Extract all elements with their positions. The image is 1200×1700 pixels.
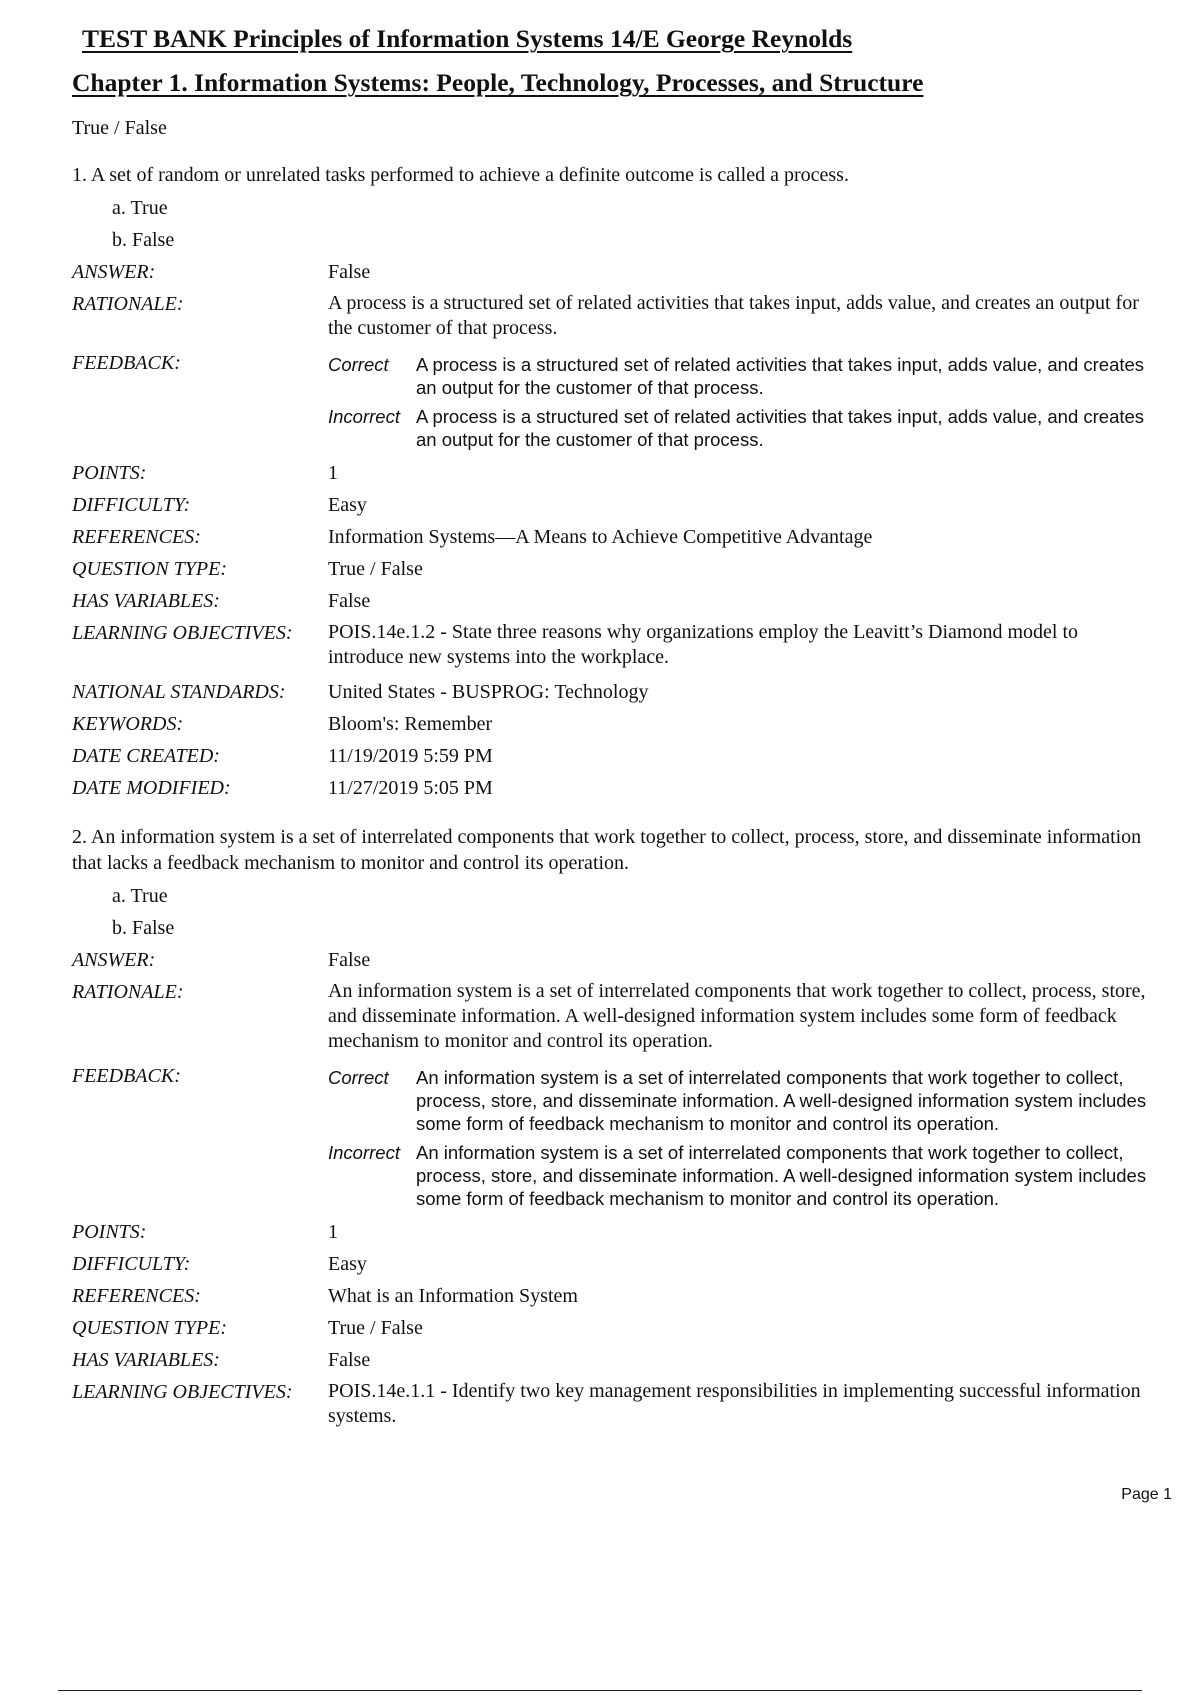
points-row [72,1216,1157,1248]
question-type-value: True / False [328,1317,423,1339]
national-standards-row [72,676,1157,708]
difficulty-label: DIFFICULTY: [72,1253,191,1275]
feedback-label: FEEDBACK: [72,352,181,374]
rationale-row [72,288,1157,347]
references-value: What is an Information System [328,1285,578,1307]
option-a: a. True [112,197,168,219]
difficulty-label: DIFFICULTY: [72,494,191,516]
date-created-row [72,740,1157,772]
question-type-label: QUESTION TYPE: [72,1317,228,1339]
difficulty-value: Easy [328,494,367,516]
learning-objectives-label: LEARNING OBJECTIVES: [72,1381,293,1403]
answer-value: False [328,261,371,283]
feedback-incorrect-tag: Incorrect [328,406,400,427]
learning-objectives-label: LEARNING OBJECTIVES: [72,622,293,644]
learning-objectives-value: POIS.14e.1.1 - Identify two key management responsibilities in implementing successful information systems. [328,1380,1141,1427]
has-variables-label: HAS VARIABLES: [72,1349,220,1371]
points-value: 1 [328,462,338,484]
has-variables-label: HAS VARIABLES: [72,590,220,612]
references-row [72,521,1157,553]
answer-options [112,880,1157,944]
question-metadata [72,944,1157,1435]
rationale-row [72,976,1157,1060]
keywords-value: Bloom's: Remember [328,713,493,735]
question-type-row [72,1312,1157,1344]
date-modified-label: DATE MODIFIED: [72,777,231,799]
date-created-value: 11/19/2019 5:59 PM [328,745,493,767]
difficulty-row [72,489,1157,521]
learning-objectives-row [72,1376,1157,1435]
answer-label: ANSWER: [72,261,156,283]
keywords-label: KEYWORDS: [72,713,184,735]
has-variables-row [72,1344,1157,1376]
points-value: 1 [328,1221,338,1243]
date-created-label: DATE CREATED: [72,745,220,767]
feedback-incorrect-tag: Incorrect [328,1142,400,1163]
keywords-row [72,708,1157,740]
question-metadata [72,256,1157,804]
answer-options [112,192,1157,256]
rationale-label: RATIONALE: [72,981,184,1003]
option-b: b. False [112,917,175,939]
difficulty-value: Easy [328,1253,367,1275]
date-modified-row [72,772,1157,804]
has-variables-value: False [328,1349,371,1371]
has-variables-value: False [328,590,371,612]
feedback-correct [328,353,1157,399]
feedback-incorrect-text: A process is a structured set of related activities that takes input, adds value, and creates an output for the customer of that process. [416,406,1145,450]
points-row [72,457,1157,489]
answer-value: False [328,949,371,971]
learning-objectives-row [72,617,1157,676]
document-title: TEST BANK Principles of Information Systems 14/E George Reynolds [82,24,853,53]
feedback-incorrect [328,1141,1157,1210]
question-text: 2. An information system is a set of interrelated components that work together to collect, process, store, and disseminate information that lacks a feedback mechanism to monitor and control its operation. [72,826,1142,874]
question-1 [72,162,1157,804]
page-number: Page 1 [1121,1486,1172,1503]
document-page [72,20,1157,1435]
rationale-value: A process is a structured set of related activities that takes input, adds value, and creates an output for the customer of that process. [328,292,1139,339]
question-type-label: QUESTION TYPE: [72,558,228,580]
question-type-value: True / False [328,558,423,580]
points-label: POINTS: [72,1221,147,1243]
question-type-row [72,553,1157,585]
chapter-title: Chapter 1. Information Systems: People, Technology, Processes, and Structure [72,68,924,97]
rationale-value: An information system is a set of interrelated components that work together to collect, process, store, and disseminate information. A well-designed information system includes some form of feedback mechanism to monitor and control its operation. [328,980,1146,1052]
feedback-block [328,347,1157,457]
feedback-row [72,347,1157,457]
references-row [72,1280,1157,1312]
date-modified-value: 11/27/2019 5:05 PM [328,777,493,799]
has-variables-row [72,585,1157,617]
national-standards-label: NATIONAL STANDARDS: [72,681,286,703]
feedback-incorrect-text: An information system is a set of interrelated components that work together to collect, process, store, and disseminate information. A well-designed information system includes some form of feedback mechanism to monitor and control its operation. [416,1142,1147,1209]
references-label: REFERENCES: [72,526,201,548]
difficulty-row [72,1248,1157,1280]
feedback-row [72,1060,1157,1216]
question-2 [72,824,1157,1435]
footer-divider [58,1690,1142,1691]
answer-row [72,944,1157,976]
option-a: a. True [112,885,168,907]
option-b: b. False [112,229,175,251]
feedback-correct-tag: Correct [328,1067,389,1088]
rationale-label: RATIONALE: [72,293,184,315]
learning-objectives-value: POIS.14e.1.2 - State three reasons why organizations employ the Leavitt’s Diamond model to introduce new systems into the workplace. [328,621,1079,668]
answer-label: ANSWER: [72,949,156,971]
references-value: Information Systems—A Means to Achieve Competitive Advantage [328,526,873,548]
question-text: 1. A set of random or unrelated tasks performed to achieve a definite outcome is called a process. [72,164,849,186]
section-type-heading: True / False [72,117,167,139]
feedback-incorrect [328,405,1157,451]
feedback-correct-text: A process is a structured set of related activities that takes input, adds value, and creates an output for the customer of that process. [416,354,1145,398]
feedback-correct-text: An information system is a set of interrelated components that work together to collect, process, store, and disseminate information. A well-designed information system includes some form of feedback mechanism to monitor and control its operation. [416,1067,1147,1134]
feedback-correct [328,1066,1157,1135]
feedback-label: FEEDBACK: [72,1065,181,1087]
references-label: REFERENCES: [72,1285,201,1307]
answer-row [72,256,1157,288]
feedback-block [328,1060,1157,1216]
national-standards-value: United States - BUSPROG: Technology [328,681,649,703]
feedback-correct-tag: Correct [328,354,389,375]
points-label: POINTS: [72,462,147,484]
